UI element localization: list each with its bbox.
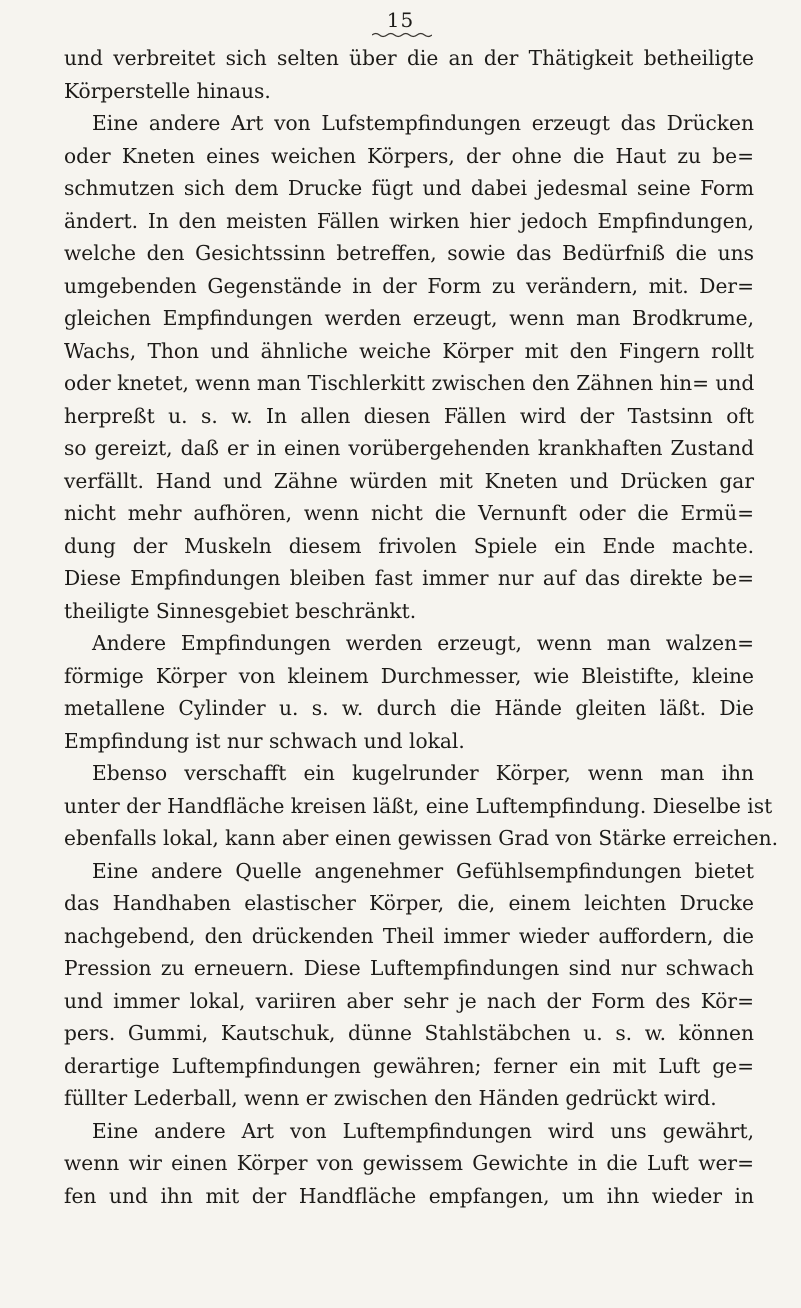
- text-line: und verbreitet sich selten über die an der Thätigkeit betheiligte: [64, 46, 754, 70]
- text-line: Eine andere Art von Lufstempfindungen erzeugt das Drücken: [92, 111, 754, 135]
- text-line: gleichen Empfindungen werden erzeugt, wenn man Brodkrume,: [64, 306, 754, 330]
- text-line: nicht mehr aufhören, wenn nicht die Vernunft oder die Ermü=: [64, 501, 754, 525]
- text-line: schmutzen sich dem Drucke fügt und dabei jedesmal seine Form: [64, 176, 754, 200]
- text-line: oder Kneten eines weichen Körpers, der ohne die Haut zu be=: [64, 143, 754, 168]
- text-line: wenn wir einen Körper von gewissem Gewichte in die Luft wer=: [64, 1151, 754, 1175]
- text-line: Diese Empfindungen bleiben fast immer nur auf das direkte be=: [64, 566, 754, 590]
- text-line: dung der Muskeln diesem frivolen Spiele ein Ende machte.: [64, 533, 754, 558]
- text-line: herpreßt u. s. w. In allen diesen Fällen wird der Tastsinn oft: [64, 403, 754, 428]
- text-line: ebenfalls lokal, kann aber einen gewissen Grad von Stärke erreichen.: [64, 826, 778, 850]
- text-line: fen und ihn mit der Handfläche empfangen, um ihn wieder in: [64, 1183, 754, 1208]
- text-line: welche den Gesichtssinn betreffen, sowie das Bedürfniß die uns: [64, 241, 754, 265]
- text-line: das Handhaben elastischer Körper, die, einem leichten Drucke: [64, 891, 754, 915]
- page-number-ornament: [372, 32, 432, 38]
- body-text: [64, 42, 778, 1212]
- text-line: ändert. In den meisten Fällen wirken hier jedoch Empfindungen,: [64, 208, 754, 233]
- text-line: Ebenso verschafft ein kugelrunder Körper, wenn man ihn: [92, 761, 754, 785]
- text-line: Körperstelle hinaus.: [64, 78, 271, 103]
- text-line: metallene Cylinder u. s. w. durch die Hände gleiten läßt. Die: [64, 696, 754, 720]
- text-line: und immer lokal, variiren aber sehr je nach der Form des Kör=: [64, 988, 754, 1013]
- text-line: Andere Empfindungen werden erzeugt, wenn man walzen=: [92, 631, 754, 655]
- text-line: verfällt. Hand und Zähne würden mit Kneten und Drücken gar: [64, 468, 754, 493]
- text-line: füllter Lederball, wenn er zwischen den Händen gedrückt wird.: [64, 1086, 717, 1110]
- text-line: so gereizt, daß er in einen vorübergehenden krankhaften Zustand: [64, 436, 754, 460]
- text-line: theiligte Sinnesgebiet beschränkt.: [64, 598, 417, 623]
- text-line: Pression zu erneuern. Diese Luftempfindungen sind nur schwach: [64, 956, 754, 980]
- text-line: derartige Luftempfindungen gewähren; ferner ein mit Luft ge=: [64, 1053, 754, 1078]
- text-line: förmige Körper von kleinem Durchmesser, wie Bleistifte, kleine: [64, 663, 754, 688]
- text-line: pers. Gummi, Kautschuk, dünne Stahlstäbchen u. s. w. können: [64, 1021, 754, 1045]
- text-line: oder knetet, wenn man Tischlerkitt zwischen den Zähnen hin= und: [64, 371, 755, 395]
- text-line: Eine andere Art von Luftempfindungen wird uns gewährt,: [92, 1118, 754, 1143]
- text-line: Empfindung ist nur schwach und lokal.: [64, 728, 465, 753]
- text-line: umgebenden Gegenstände in der Form zu verändern, mit. Der=: [64, 273, 754, 298]
- text-line: unter der Handfläche kreisen läßt, eine Luftempfindung. Dieselbe ist: [64, 793, 773, 818]
- text-line: Eine andere Quelle angenehmer Gefühlsempfindungen bietet: [92, 858, 754, 883]
- text-line: Wachs, Thon und ähnliche weiche Körper mit den Fingern rollt: [64, 338, 754, 363]
- text-line: nachgebend, den drückenden Theil immer wieder auffordern, die: [64, 923, 754, 948]
- page-number: 15: [386, 8, 415, 32]
